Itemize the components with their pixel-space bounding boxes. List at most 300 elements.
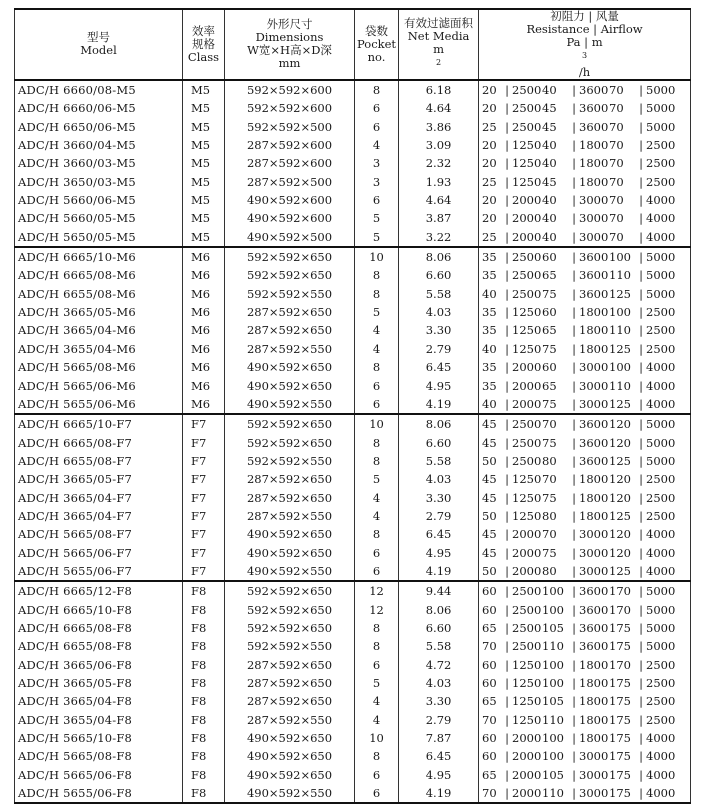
pa-2: 40 bbox=[542, 193, 557, 208]
separator-bar: | bbox=[505, 417, 509, 432]
resistance-airflow-values bbox=[482, 620, 676, 635]
header-net-media bbox=[399, 9, 479, 80]
header-res-en: Resistance | Airflow bbox=[526, 22, 643, 36]
separator-bar: | bbox=[639, 731, 643, 746]
resistance-airflow-values bbox=[482, 639, 676, 654]
dimensions-cell: 490×592×600 bbox=[225, 209, 355, 227]
separator-bar: | bbox=[572, 341, 576, 356]
airflow-1 bbox=[502, 527, 542, 541]
airflow-value: 3000 bbox=[579, 360, 609, 375]
resistance-airflow-cell bbox=[479, 766, 691, 784]
airflow-value: 2000 bbox=[512, 378, 542, 393]
pa-2: 40 bbox=[542, 156, 557, 171]
airflow-value: 5000 bbox=[646, 417, 676, 432]
class-cell: F8 bbox=[183, 655, 225, 673]
net-media-cell: 4.03 bbox=[399, 674, 479, 692]
resistance-airflow-cell bbox=[479, 247, 691, 266]
airflow-2 bbox=[569, 305, 609, 319]
airflow-2 bbox=[569, 436, 609, 450]
airflow-2 bbox=[569, 509, 609, 523]
dimensions-cell: 592×592×500 bbox=[225, 118, 355, 136]
pa-1: 50 bbox=[482, 563, 497, 578]
header-area-en: Net Media bbox=[407, 28, 470, 43]
separator-bar: | bbox=[639, 211, 643, 226]
separator-bar: | bbox=[505, 250, 509, 265]
airflow-value: 3600 bbox=[579, 435, 609, 450]
separator-bar: | bbox=[572, 786, 576, 801]
table-row bbox=[15, 637, 691, 655]
class-cell: F8 bbox=[183, 729, 225, 747]
pa-2: 100 bbox=[542, 584, 564, 599]
resistance-airflow-values bbox=[482, 396, 676, 411]
airflow-2 bbox=[569, 101, 609, 115]
class-cell: F8 bbox=[183, 581, 225, 600]
airflow-3 bbox=[636, 563, 676, 578]
pocket-cell: 5 bbox=[355, 228, 399, 247]
dimensions-cell: 592×592×650 bbox=[225, 247, 355, 266]
dimensions-cell: 287×592×550 bbox=[225, 711, 355, 729]
pa-2: 45 bbox=[542, 119, 557, 134]
resistance-airflow-values bbox=[482, 83, 676, 97]
pa-2: 100 bbox=[542, 676, 564, 690]
resistance-airflow-cell bbox=[479, 674, 691, 692]
airflow-1 bbox=[502, 305, 542, 319]
separator-bar: | bbox=[572, 193, 576, 208]
resistance-airflow-values bbox=[482, 286, 676, 301]
pa-2: 60 bbox=[542, 305, 557, 320]
table-row bbox=[15, 80, 691, 99]
airflow-value: 1250 bbox=[512, 323, 542, 338]
airflow-3 bbox=[636, 712, 676, 727]
model-cell: ADC/H 5665/08-M6 bbox=[15, 358, 183, 376]
airflow-value: 4000 bbox=[646, 767, 676, 782]
pa-3: 125 bbox=[609, 563, 631, 578]
header-res-unit-post: /h bbox=[578, 64, 591, 79]
airflow-2 bbox=[569, 138, 609, 152]
resistance-airflow-cell bbox=[479, 303, 691, 321]
resistance-airflow-values bbox=[482, 472, 676, 487]
airflow-1 bbox=[502, 360, 542, 374]
separator-bar: | bbox=[639, 584, 643, 599]
dimensions-cell: 592×592×650 bbox=[225, 266, 355, 284]
table-row bbox=[15, 191, 691, 209]
table-row bbox=[15, 452, 691, 470]
airflow-value: 1250 bbox=[512, 472, 542, 487]
dimensions-cell: 287×592×650 bbox=[225, 655, 355, 673]
airflow-2 bbox=[569, 491, 609, 505]
airflow-1 bbox=[502, 584, 542, 598]
table-row bbox=[15, 433, 691, 451]
airflow-value: 1800 bbox=[579, 657, 609, 672]
resistance-airflow-values bbox=[482, 749, 676, 764]
class-cell: M5 bbox=[183, 80, 225, 99]
pa-2: 65 bbox=[542, 323, 557, 338]
resistance-airflow-cell bbox=[479, 784, 691, 803]
pa-2: 75 bbox=[542, 396, 557, 411]
net-media-cell: 8.06 bbox=[399, 247, 479, 266]
pocket-cell: 4 bbox=[355, 692, 399, 710]
resistance-airflow-values bbox=[482, 602, 676, 617]
separator-bar: | bbox=[505, 101, 509, 116]
pocket-cell: 12 bbox=[355, 600, 399, 618]
pa-1: 45 bbox=[482, 435, 497, 450]
pa-1: 20 bbox=[482, 193, 497, 208]
airflow-value: 2000 bbox=[512, 229, 542, 244]
model-cell: ADC/H 3665/04-M6 bbox=[15, 321, 183, 339]
pa-2: 75 bbox=[542, 286, 557, 301]
dimensions-cell: 592×592×600 bbox=[225, 80, 355, 99]
table-row bbox=[15, 99, 691, 117]
airflow-value: 3000 bbox=[579, 786, 609, 801]
model-cell: ADC/H 6655/08-F8 bbox=[15, 637, 183, 655]
net-media-cell: 4.95 bbox=[399, 766, 479, 784]
airflow-3 bbox=[636, 676, 676, 690]
airflow-value: 2500 bbox=[512, 639, 542, 654]
pa-3: 170 bbox=[609, 657, 631, 672]
airflow-value: 1800 bbox=[579, 305, 609, 320]
separator-bar: | bbox=[572, 396, 576, 411]
airflow-1 bbox=[502, 731, 542, 745]
model-cell: ADC/H 5660/05-M5 bbox=[15, 209, 183, 227]
separator-bar: | bbox=[639, 657, 643, 672]
net-media-cell: 4.19 bbox=[399, 562, 479, 581]
table-row bbox=[15, 655, 691, 673]
airflow-1 bbox=[502, 749, 542, 763]
pa-1: 20 bbox=[482, 83, 497, 97]
airflow-3 bbox=[636, 229, 676, 244]
pa-3: 175 bbox=[609, 767, 631, 782]
airflow-value: 1250 bbox=[512, 694, 542, 709]
airflow-value: 3600 bbox=[579, 639, 609, 654]
pa-3: 120 bbox=[609, 545, 631, 560]
airflow-value: 3600 bbox=[579, 602, 609, 617]
pocket-cell: 3 bbox=[355, 154, 399, 172]
resistance-airflow-cell bbox=[479, 340, 691, 358]
pocket-cell: 10 bbox=[355, 247, 399, 266]
airflow-3 bbox=[636, 323, 676, 338]
table-row bbox=[15, 228, 691, 247]
separator-bar: | bbox=[639, 694, 643, 709]
header-dim-desc: W宽×H高×D深 bbox=[247, 43, 332, 58]
airflow-3 bbox=[636, 396, 676, 411]
airflow-value: 5000 bbox=[646, 453, 676, 468]
separator-bar: | bbox=[639, 305, 643, 320]
table-row bbox=[15, 247, 691, 266]
net-media-cell: 6.60 bbox=[399, 433, 479, 451]
pocket-cell: 6 bbox=[355, 784, 399, 803]
airflow-1 bbox=[502, 323, 542, 337]
resistance-airflow-cell bbox=[479, 543, 691, 561]
pa-2: 105 bbox=[542, 694, 564, 709]
pa-2: 60 bbox=[542, 360, 557, 375]
table-row bbox=[15, 543, 691, 561]
pa-1: 50 bbox=[482, 453, 497, 468]
class-cell: M6 bbox=[183, 321, 225, 339]
separator-bar: | bbox=[572, 174, 576, 189]
separator-bar: | bbox=[639, 417, 643, 432]
table-row bbox=[15, 619, 691, 637]
separator-bar: | bbox=[639, 676, 643, 690]
pa-1: 45 bbox=[482, 490, 497, 505]
pocket-cell: 5 bbox=[355, 470, 399, 488]
airflow-2 bbox=[569, 156, 609, 170]
separator-bar: | bbox=[572, 156, 576, 171]
resistance-airflow-cell bbox=[479, 321, 691, 339]
separator-bar: | bbox=[505, 694, 509, 709]
header-pocket-cn: 袋数 bbox=[365, 23, 389, 38]
airflow-value: 3600 bbox=[579, 584, 609, 599]
header-class bbox=[183, 9, 225, 80]
resistance-airflow-values bbox=[482, 767, 676, 782]
class-cell: F8 bbox=[183, 692, 225, 710]
dimensions-cell: 490×592×650 bbox=[225, 543, 355, 561]
airflow-value: 5000 bbox=[646, 83, 676, 97]
resistance-airflow-cell bbox=[479, 619, 691, 637]
resistance-airflow-cell bbox=[479, 358, 691, 376]
airflow-value: 2500 bbox=[646, 156, 676, 171]
pa-3: 70 bbox=[609, 138, 624, 153]
airflow-value: 2500 bbox=[512, 101, 542, 116]
pocket-cell: 5 bbox=[355, 209, 399, 227]
net-media-cell: 6.18 bbox=[399, 80, 479, 99]
airflow-value: 3000 bbox=[579, 563, 609, 578]
airflow-value: 2500 bbox=[646, 712, 676, 727]
table-row bbox=[15, 266, 691, 284]
pocket-cell: 6 bbox=[355, 766, 399, 784]
airflow-2 bbox=[569, 639, 609, 653]
separator-bar: | bbox=[505, 435, 509, 450]
pa-2: 80 bbox=[542, 453, 557, 468]
resistance-airflow-cell bbox=[479, 452, 691, 470]
separator-bar: | bbox=[505, 396, 509, 411]
class-cell: M5 bbox=[183, 191, 225, 209]
pa-1: 65 bbox=[482, 767, 497, 782]
separator-bar: | bbox=[639, 193, 643, 208]
class-cell: F7 bbox=[183, 488, 225, 506]
pa-1: 70 bbox=[482, 786, 497, 801]
model-cell: ADC/H 3665/05-F8 bbox=[15, 674, 183, 692]
airflow-value: 1800 bbox=[579, 712, 609, 727]
airflow-3 bbox=[636, 620, 676, 635]
table-row bbox=[15, 784, 691, 803]
dimensions-cell: 287×592×650 bbox=[225, 692, 355, 710]
airflow-value: 2500 bbox=[646, 694, 676, 709]
pa-3: 70 bbox=[609, 174, 624, 189]
airflow-3 bbox=[636, 119, 676, 134]
airflow-value: 5000 bbox=[646, 620, 676, 635]
pa-3: 120 bbox=[609, 435, 631, 450]
separator-bar: | bbox=[505, 341, 509, 356]
filter-spec-table bbox=[14, 8, 691, 804]
pa-2: 100 bbox=[542, 602, 564, 617]
airflow-value: 1250 bbox=[512, 657, 542, 672]
pa-1: 20 bbox=[482, 156, 497, 171]
dimensions-cell: 490×592×650 bbox=[225, 525, 355, 543]
airflow-value: 4000 bbox=[646, 545, 676, 560]
dimensions-cell: 287×592×650 bbox=[225, 303, 355, 321]
pa-3: 125 bbox=[609, 286, 631, 301]
airflow-value: 1250 bbox=[512, 508, 542, 523]
separator-bar: | bbox=[505, 453, 509, 468]
airflow-value: 3600 bbox=[579, 268, 609, 283]
airflow-value: 2000 bbox=[512, 786, 542, 801]
separator-bar: | bbox=[639, 435, 643, 450]
table-row bbox=[15, 766, 691, 784]
airflow-value: 2500 bbox=[646, 472, 676, 487]
airflow-value: 5000 bbox=[646, 101, 676, 116]
airflow-3 bbox=[636, 639, 676, 654]
airflow-value: 1800 bbox=[579, 156, 609, 171]
resistance-airflow-cell bbox=[479, 692, 691, 710]
pocket-cell: 8 bbox=[355, 433, 399, 451]
model-cell: ADC/H 3655/04-M6 bbox=[15, 340, 183, 358]
airflow-3 bbox=[636, 156, 676, 171]
net-media-cell: 4.19 bbox=[399, 395, 479, 414]
header-res-unit bbox=[481, 36, 688, 79]
airflow-value: 2500 bbox=[512, 620, 542, 635]
airflow-2 bbox=[569, 676, 609, 690]
separator-bar: | bbox=[505, 286, 509, 301]
table-row bbox=[15, 303, 691, 321]
pa-2: 40 bbox=[542, 211, 557, 226]
airflow-3 bbox=[636, 584, 676, 599]
pa-1: 45 bbox=[482, 545, 497, 560]
class-cell: F7 bbox=[183, 470, 225, 488]
resistance-airflow-cell bbox=[479, 600, 691, 618]
pa-2: 75 bbox=[542, 341, 557, 356]
airflow-value: 4000 bbox=[646, 378, 676, 393]
airflow-3 bbox=[636, 378, 676, 393]
airflow-value: 1800 bbox=[579, 138, 609, 153]
pa-2: 80 bbox=[542, 508, 557, 523]
airflow-2 bbox=[569, 397, 609, 411]
airflow-1 bbox=[502, 786, 542, 800]
resistance-airflow-values bbox=[482, 250, 676, 265]
resistance-airflow-cell bbox=[479, 637, 691, 655]
resistance-airflow-values bbox=[482, 193, 676, 208]
pa-3: 175 bbox=[609, 786, 631, 801]
airflow-1 bbox=[502, 603, 542, 617]
airflow-2 bbox=[569, 287, 609, 301]
class-cell: M5 bbox=[183, 209, 225, 227]
airflow-1 bbox=[502, 268, 542, 282]
table-row bbox=[15, 285, 691, 303]
pa-1: 45 bbox=[482, 527, 497, 542]
model-cell: ADC/H 3665/06-F8 bbox=[15, 655, 183, 673]
dimensions-cell: 287×592×600 bbox=[225, 136, 355, 154]
airflow-3 bbox=[636, 193, 676, 208]
airflow-value: 2000 bbox=[512, 193, 542, 208]
pa-1: 60 bbox=[482, 676, 497, 690]
net-media-cell: 4.19 bbox=[399, 784, 479, 803]
separator-bar: | bbox=[639, 174, 643, 189]
airflow-3 bbox=[636, 341, 676, 356]
pa-2: 60 bbox=[542, 250, 557, 265]
dimensions-cell: 287×592×650 bbox=[225, 470, 355, 488]
pa-2: 100 bbox=[542, 749, 564, 764]
airflow-2 bbox=[569, 658, 609, 672]
model-cell: ADC/H 6665/08-F7 bbox=[15, 433, 183, 451]
airflow-2 bbox=[569, 768, 609, 782]
pocket-cell: 10 bbox=[355, 729, 399, 747]
pa-2: 40 bbox=[542, 229, 557, 244]
separator-bar: | bbox=[639, 563, 643, 578]
class-cell: F7 bbox=[183, 452, 225, 470]
separator-bar: | bbox=[505, 229, 509, 244]
separator-bar: | bbox=[572, 101, 576, 116]
table-row bbox=[15, 581, 691, 600]
separator-bar: | bbox=[505, 563, 509, 578]
pocket-cell: 6 bbox=[355, 655, 399, 673]
airflow-1 bbox=[502, 621, 542, 635]
pa-3: 100 bbox=[609, 250, 631, 265]
airflow-value: 1250 bbox=[512, 174, 542, 189]
net-media-cell: 3.22 bbox=[399, 228, 479, 247]
class-cell: M6 bbox=[183, 340, 225, 358]
separator-bar: | bbox=[505, 156, 509, 171]
airflow-value: 2500 bbox=[646, 323, 676, 338]
airflow-3 bbox=[636, 527, 676, 542]
airflow-1 bbox=[502, 509, 542, 523]
pa-1: 65 bbox=[482, 620, 497, 635]
table-row bbox=[15, 562, 691, 581]
airflow-value: 1800 bbox=[579, 694, 609, 709]
resistance-airflow-cell bbox=[479, 80, 691, 99]
model-cell: ADC/H 3665/05-M6 bbox=[15, 303, 183, 321]
airflow-value: 5000 bbox=[646, 584, 676, 599]
resistance-airflow-cell bbox=[479, 395, 691, 414]
airflow-value: 2000 bbox=[512, 211, 542, 226]
pa-2: 105 bbox=[542, 620, 564, 635]
separator-bar: | bbox=[639, 396, 643, 411]
resistance-airflow-cell bbox=[479, 209, 691, 227]
airflow-value: 2500 bbox=[512, 119, 542, 134]
separator-bar: | bbox=[639, 508, 643, 523]
separator-bar: | bbox=[572, 508, 576, 523]
separator-bar: | bbox=[639, 101, 643, 116]
class-cell: F7 bbox=[183, 543, 225, 561]
dimensions-cell: 592×592×600 bbox=[225, 99, 355, 117]
airflow-value: 3000 bbox=[579, 193, 609, 208]
separator-bar: | bbox=[572, 694, 576, 709]
class-cell: M5 bbox=[183, 154, 225, 172]
resistance-airflow-values bbox=[482, 360, 676, 375]
resistance-airflow-values bbox=[482, 229, 676, 244]
airflow-2 bbox=[569, 120, 609, 134]
resistance-airflow-values bbox=[482, 694, 676, 709]
separator-bar: | bbox=[572, 417, 576, 432]
airflow-value: 2500 bbox=[646, 676, 676, 690]
airflow-2 bbox=[569, 584, 609, 598]
resistance-airflow-cell bbox=[479, 729, 691, 747]
airflow-2 bbox=[569, 379, 609, 393]
header-dimensions bbox=[225, 9, 355, 80]
pa-3: 100 bbox=[609, 360, 631, 375]
separator-bar: | bbox=[639, 378, 643, 393]
separator-bar: | bbox=[639, 83, 643, 97]
pa-2: 45 bbox=[542, 174, 557, 189]
pa-2: 110 bbox=[542, 786, 564, 801]
airflow-value: 2500 bbox=[512, 83, 542, 97]
class-cell: F8 bbox=[183, 766, 225, 784]
separator-bar: | bbox=[572, 602, 576, 617]
pa-2: 40 bbox=[542, 138, 557, 153]
table-row bbox=[15, 525, 691, 543]
resistance-airflow-cell bbox=[479, 173, 691, 191]
airflow-value: 3600 bbox=[579, 620, 609, 635]
pa-2: 105 bbox=[542, 767, 564, 782]
dimensions-cell: 592×592×650 bbox=[225, 414, 355, 433]
